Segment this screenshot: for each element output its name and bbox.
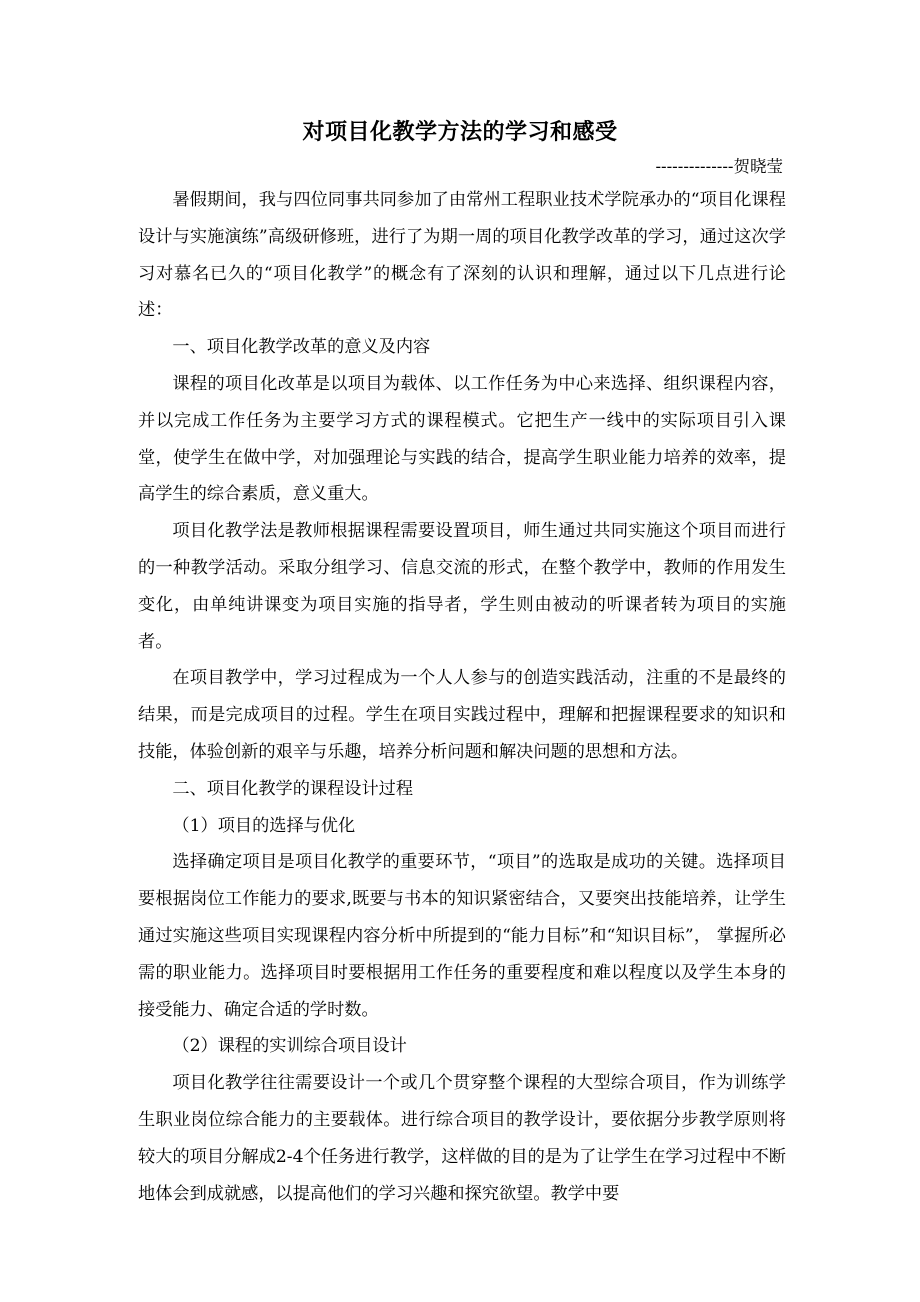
document-title: 对项目化教学方法的学习和感受 — [302, 119, 618, 145]
paragraph: 课程的项目化改革是以项目为载体、以工作任务为中心来选择、组织课程内容，并以完成工作任务为主要学习方式的课程模式。它把生产一线中的实际项目引入课堂，使学生在做中学，对加强理论与实践的结合，提高学生职业能力培养的效率，提高学生的综合素质，意义重大。 — [138, 373, 786, 505]
section-heading-2: 二、项目化教学的课程设计过程 — [172, 778, 414, 799]
paragraph: 项目化教学往往需要设计一个或几个贯穿整个课程的大型综合项目，作为训练学生职业岗位综合能力的主要载体。进行综合项目的教学设计，要依据分步教学原则将较大的项目分解成2-4个任务进行教学，这样做的目的是为了让学生在学习过程中不断地体会到成就感，以提高他们的学习兴趣和探究欲望。教学中要 — [138, 1073, 786, 1204]
author-name: --------------贺晓莹 — [655, 157, 783, 176]
subsection-heading-1: （1）项目的选择与优化 — [172, 815, 356, 836]
paragraph-intro: 暑假期间，我与四位同事共同参加了由常州工程职业技术学院承办的“项目化课程设计与实施演练”高级研修班，进行了为期一周的项目化教学改革的学习，通过这次学习对慕名已久的“项目化教学”的概念有了深刻的认识和理解，通过以下几点进行论述： — [138, 190, 786, 321]
document-body — [138, 182, 786, 1212]
paragraph: 项目化教学法是教师根据课程需要设置项目，师生通过共同实施这个项目而进行的一种教学活动。采取分组学习、信息交流的形式，在整个教学中，教师的作用发生变化，由单纯讲课变为项目实施的指导者，学生则由被动的听课者转为项目的实施者。 — [138, 521, 786, 652]
paragraph: 在项目教学中，学习过程成为一个人人参与的创造实践活动，注重的不是最终的结果，而是完成项目的过程。学生在项目实践过程中，理解和把握课程要求的知识和技能，体验创新的艰辛与乐趣，培养分析问题和解决问题的思想和方法。 — [138, 668, 786, 762]
paragraph: 选择确定项目是项目化教学的重要环节，“项目”的选取是成功的关键。选择项目要根据岗位工作能力的要求,既要与书本的知识紧密结合，又要突出技能培养，让学生通过实施这些项目实现课程内容分析中所提到的“能力目标”和“知识目标”， 掌握所必需的职业能力。选择项目时要根据用工作任务的重要程度和难以程度以及学生本身的接受能力、确定合适的学时数。 — [138, 852, 786, 1020]
section-heading-1: 一、项目化教学改革的意义及内容 — [172, 337, 431, 358]
subsection-heading-2: （2）课程的实训综合项目设计 — [172, 1036, 407, 1057]
